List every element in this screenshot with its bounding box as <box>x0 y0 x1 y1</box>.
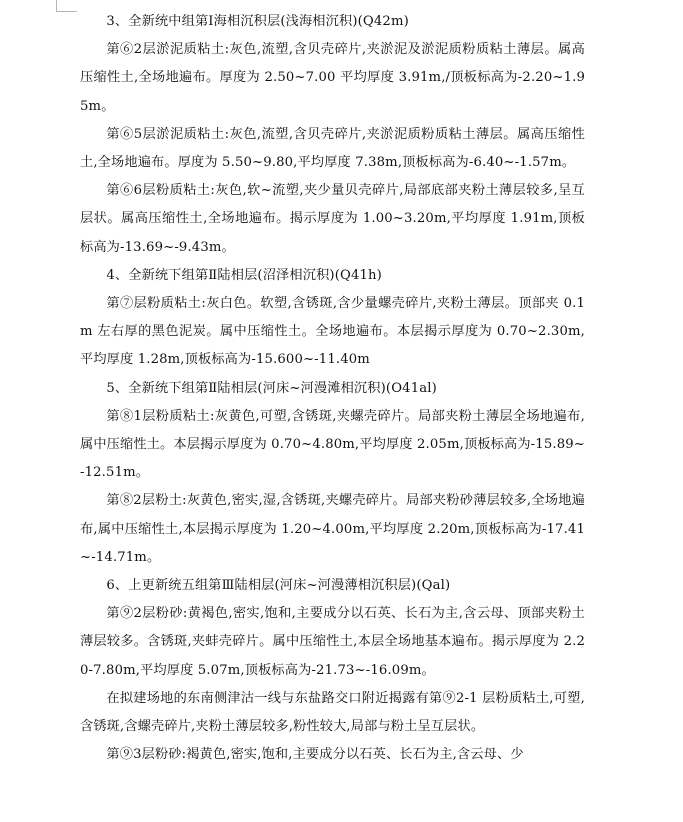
paragraph-layer-6-2: 第⑥2层淤泥质粘土:灰色,流塑,含贝壳碎片,夹淤泥及淤泥质粉质粘土薄层。属高压缩性土,全场地遍布。厚度为 2.50~7.00 平均厚度 3.91m,/顶板标高为-2.20~1.95m。 <box>80 42 585 114</box>
paragraph-layer-8-1: 第⑧1层粉质粘土:灰黄色,可塑,含锈斑,夹螺壳碎片。局部夹粉土薄层全场地遍布,属中压缩性土。本层揭示厚度为 0.70~4.80m,平均厚度 2.05m,顶板标高为-15.89~-12.51m。 <box>80 408 585 481</box>
paragraph-layer-8-2: 第⑧2层粉土:灰黄色,密实,湿,含锈斑,夹螺壳碎片。局部夹粉砂薄层较多,全场地遍布,属中压缩性土,本层揭示厚度为 1.20~4.00m,平均厚度 2.20m,顶板标高为-17.41~-14.71m。 <box>80 493 585 565</box>
paragraph-layer-9-2: 第⑨2层粉砂:黄褐色,密实,饱和,主要成分以石英、长石为主,含云母、顶部夹粉土薄层较多。含锈斑,夹蚌壳碎片。属中压缩性土,本层全场地基本遍布。揭示厚度为 2.20-7.80m,平均厚度 5.07m,顶板标高为-21.73~-16.09m。 <box>80 606 585 678</box>
paragraph-layer-9-3: 第⑨3层粉砂:褐黄色,密实,饱和,主要成分以石英、长石为主,含云母、少 <box>106 747 524 763</box>
section-heading-5: 5、全新统下组第Ⅱ陆相层(河床~河漫滩相沉积)(O41al) <box>106 380 437 396</box>
paragraph-layer-6-6: 第⑥6层粉质粘土:灰色,软~流塑,夹少量贝壳碎片,局部底部夹粉土薄层较多,呈互层状。属高压缩性土,全场地遍布。揭示厚度为 1.00~3.20m,平均厚度 1.91m,顶板标高为-13.69~-9.43m。 <box>80 183 585 255</box>
paragraph-layer-6-5: 第⑥5层淤泥质粘土:灰色,流塑,含贝壳碎片,夹淤泥质粉质粘土薄层。属高压缩性土,全场地遍布。厚度为 5.50~9.80,平均厚度 7.38m,顶板标高为-6.40~-1.57m。 <box>80 126 585 171</box>
page-corner-mark <box>56 0 77 12</box>
section-heading-4: 4、全新统下组第Ⅱ陆相层(沼泽相沉积)(Q41h) <box>106 267 382 283</box>
section-heading-3: 3、全新统中组第Ⅰ海相沉积层(浅海相沉积)(Q42m) <box>106 14 409 29</box>
paragraph-layer-9-2-1: 在拟建场地的东南侧津沽一线与东盐路交口附近揭露有第⑨2-1 层粉质粘土,可塑,含锈斑,含螺壳碎片,夹粉土薄层较多,粉性较大,局部与粉土呈互层状。 <box>80 690 585 735</box>
document-body <box>80 8 585 769</box>
paragraph-layer-7: 第⑦层粉质粘土:灰白色。软塑,含锈斑,含少量螺壳碎片,夹粉土薄层。顶部夹 0.1m 左右厚的黑色泥炭。属中压缩性土。全场地遍布。本层揭示厚度为 0.70~2.30m,平均厚度 1.28m,顶板标高为-15.600~-11.40m <box>80 296 585 368</box>
section-heading-6: 6、上更新统五组第Ⅲ陆相层(河床~河漫薄相沉积层)(Qal) <box>106 578 451 594</box>
